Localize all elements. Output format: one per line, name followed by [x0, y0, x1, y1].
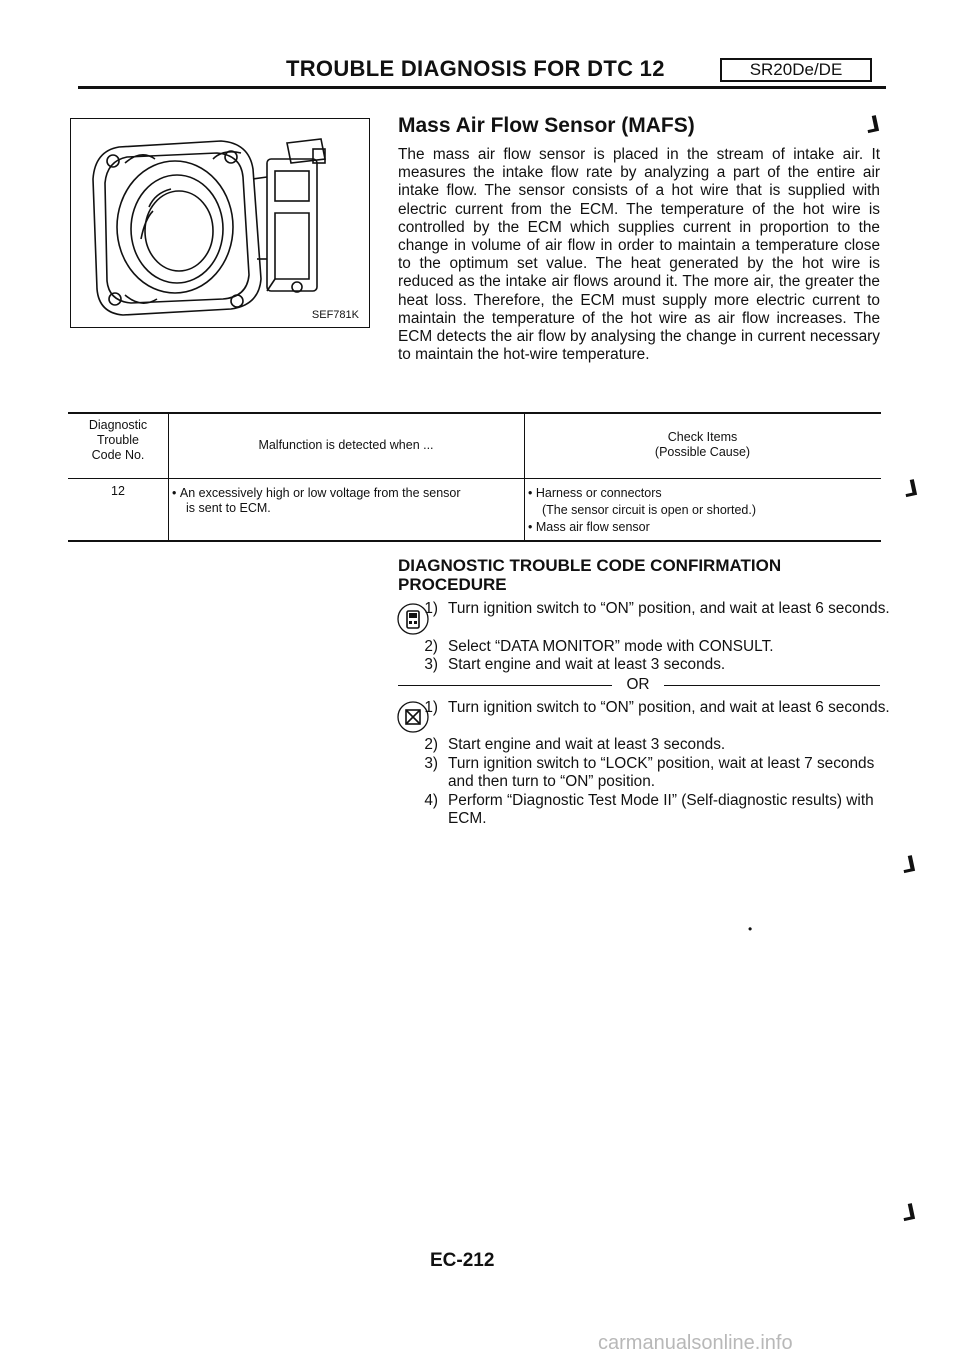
or-divider: OR	[398, 676, 880, 696]
ecm-steps: 1) Turn ignition switch to “ON” position, and wait at least 6 seconds. 2) Start engine and wait at least 3 seconds. 3) Turn ignition switch to “LOCK” position, wait at least 7 seconds and then turn to “ON” position. 4) Perform “Diagnostic Test Mode II” (Self-diagnostic results) with ECM.	[424, 699, 890, 827]
row-code: 12	[111, 484, 125, 498]
row-malfunction: • An excessively high or low voltage from the sensor is sent to ECM.	[172, 486, 461, 515]
header-check-items: Check Items (Possible Cause)	[654, 430, 751, 459]
dot-mark: •	[748, 922, 753, 936]
table-top-rule	[68, 412, 881, 414]
table-header-rule	[68, 478, 881, 479]
bullet-icon: •	[528, 486, 536, 500]
header-malfunction: Malfunction is detected when ...	[258, 438, 434, 452]
check-mark-icon: ᒧ	[899, 850, 919, 879]
check-mark-icon: ᒧ	[899, 1198, 919, 1227]
mass-air-flow-sensor-illustration-icon	[71, 119, 371, 329]
header-rule	[78, 86, 886, 89]
engine-code-badge: SR20De/DE	[720, 58, 872, 82]
check-mark-icon: ᒧ	[863, 110, 883, 139]
header-code-no: Diagnostic Trouble Code No.	[88, 418, 148, 462]
figure-id: SEF781K	[311, 309, 359, 321]
procedure-heading: DIAGNOSTIC TROUBLE CODE CONFIRMATION PROCEDURE	[398, 556, 782, 594]
footer-site: carmanualsonline.info	[598, 1332, 793, 1354]
page-number: EC-212	[430, 1250, 495, 1271]
page-title: TROUBLE DIAGNOSIS FOR DTC 12	[286, 56, 665, 81]
check-mark-icon: ᒧ	[901, 474, 921, 503]
row-check-items: • Harness or connectors (The sensor circuit is open or shorted.) • Mass air flow sensor	[528, 486, 756, 534]
table-column-divider	[168, 412, 169, 542]
dtc-table	[68, 412, 881, 542]
section-title: Mass Air Flow Sensor (MAFS)	[398, 114, 695, 137]
bullet-icon: •	[528, 520, 536, 534]
bullet-icon: •	[172, 486, 180, 500]
consult-steps: 1) Turn ignition switch to “ON” position, and wait at least 6 seconds. 2) Select “DATA MONITOR” mode with CONSULT. 3) Start engine and wait at least 3 seconds.	[424, 600, 890, 673]
sensor-figure	[70, 118, 370, 328]
table-bottom-rule	[68, 540, 881, 542]
section-body: The mass air flow sensor is placed in the stream of intake air. It measures the intake flow rate by analyzing a part of the entire air intake flow. The sensor consists of a hot wire that is supplied with electric current from the ECM. The temperature of the hot wire is controlled by the ECM which supplies current in proportion to the change in volume of air flow in order to maintain a temperature close to the optimum set value. The heat generated by the hot wire is reduced as the intake air flows around it. The more air, the greater the heat loss. Therefore, the ECM must supply more electric current to maintain the temperature of the hot wire as air flow increases. The ECM detects the air flow by analysing the change in current necessary to maintain the hot-wire temperature.	[398, 146, 880, 364]
